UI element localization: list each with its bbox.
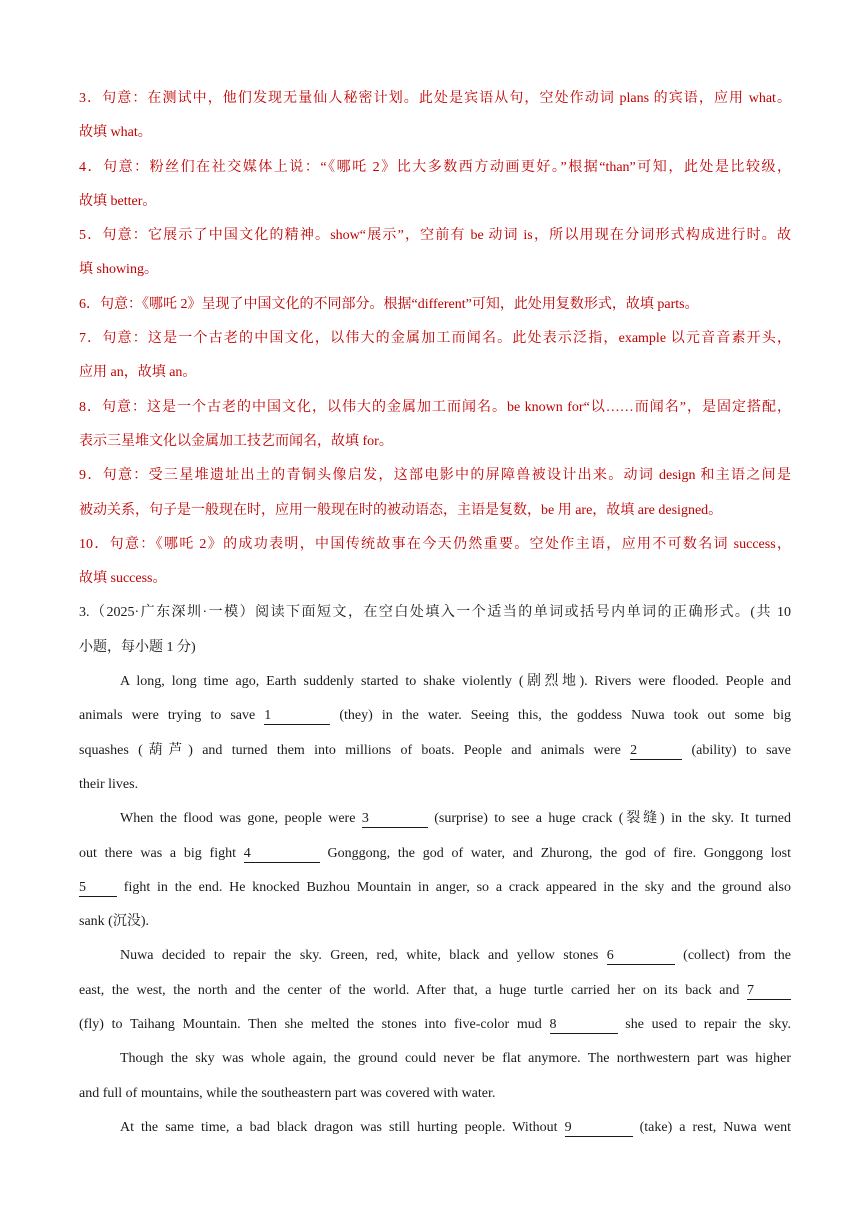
- p2-line-1: [79, 802, 791, 836]
- p3-line-1: [79, 939, 791, 973]
- answer-6-line-1: 6．句意：《哪吒 2》呈现了中国文化的不同部分。根据“different”可知，此处用复数形式，故填 parts。: [79, 296, 699, 312]
- p2-text: Gonggong, the god of water, and Zhurong, the god of fire. Gonggong lost: [319, 845, 791, 861]
- p4-line-2: and full of mountains, while the southeastern part was covered with water.: [79, 1085, 496, 1101]
- p2-line-3: [79, 871, 791, 905]
- p3-text: (collect) from the: [674, 948, 791, 964]
- blank-8[interactable]: 8: [550, 1017, 618, 1034]
- p2-line-2: [79, 837, 791, 871]
- p1-text: (they) in the water. Seeing this, the goddess Nuwa took out some big: [330, 708, 791, 724]
- blank-5[interactable]: 5: [79, 880, 117, 897]
- blank-7[interactable]: 7: [747, 983, 791, 1000]
- p5-line-1: [79, 1111, 791, 1145]
- answer-9-line-2: 被动关系，句子是一般现在时，应用一般现在时的被动语态，主语是复数，be 用 are，故填 are designed。: [79, 502, 723, 518]
- p2-text: out there was a big fight: [79, 845, 244, 861]
- blank-9[interactable]: 9: [565, 1120, 633, 1137]
- p5-text: (take) a rest, Nuwa went: [632, 1119, 792, 1135]
- blank-2[interactable]: 2: [630, 743, 682, 760]
- p1-line-1: A long, long time ago, Earth suddenly started to shake violently (剧烈地). Rivers were flooded. People and: [120, 674, 791, 690]
- answer-7-line-1: 7．句意：这是一个古老的中国文化，以伟大的金属加工而闻名。此处表示泛指，example 以元音音素开头，: [79, 331, 791, 347]
- p3-text: Nuwa decided to repair the sky. Green, red, white, black and yellow stones: [120, 948, 607, 964]
- p1-line-3: [79, 734, 791, 768]
- p2-line-4: sank (沉没).: [79, 914, 149, 930]
- answer-explanations: [79, 82, 791, 596]
- p1-line-4: their lives.: [79, 776, 139, 792]
- p3-line-3: [79, 1008, 791, 1042]
- p2-text: When the flood was gone, people were: [120, 811, 362, 827]
- p2-text: (surprise) to see a huge crack (裂缝) in the sky. It turned: [427, 811, 791, 827]
- answer-5-line-2: 填 showing。: [79, 262, 158, 278]
- answer-4-line-2: 故填 better。: [79, 193, 157, 209]
- p3-text: (fly) to Taihang Mountain. Then she melted the stones into five-color mud: [79, 1017, 550, 1033]
- answer-5-line-1: 5．句意：它展示了中国文化的精神。show“展示”，空前有 be 动词 is，所以用现在分词形式构成进行时。故: [79, 228, 791, 244]
- answer-3-line-1: 3．句意：在测试中，他们发现无量仙人秘密计划。此处是宾语从句，空处作动词 plans 的宾语，应用 what。: [79, 91, 791, 106]
- answer-8-line-1: 8．句意：这是一个古老的中国文化，以伟大的金属加工而闻名。be known for“以……而闻名”，是固定搭配，: [79, 399, 791, 415]
- p1-text: (ability) to save: [682, 742, 791, 758]
- p3-text: east, the west, the north and the center of the world. After that, a huge turtle carried her on its back and: [79, 982, 747, 998]
- blank-6[interactable]: 6: [607, 948, 675, 965]
- blank-4[interactable]: 4: [244, 846, 320, 863]
- passage: [79, 665, 791, 1145]
- answer-8-line-2: 表示三星堆文化以金属加工技艺而闻名，故填 for。: [79, 433, 393, 449]
- p3-line-2: [79, 974, 791, 1008]
- answer-3-line-2: 故填 what。: [79, 125, 152, 141]
- answer-4-line-1: 4．句意：粉丝们在社交媒体上说：“《哪吒 2》比大多数西方动画更好。”根据“than”可知，此处是比较级，: [79, 159, 791, 175]
- p1-text: animals were trying to save: [79, 708, 265, 724]
- answer-9-line-1: 9．句意：受三星堆遗址出土的青铜头像启发，这部电影中的屏障兽被设计出来。动词 design 和主语之间是: [79, 468, 791, 484]
- answer-7-line-2: 应用 an，故填 an。: [79, 365, 197, 381]
- blank-1[interactable]: 1: [264, 708, 330, 725]
- p1-line-2: [79, 699, 791, 733]
- p3-text: she used to repair the sky.: [617, 1017, 791, 1033]
- p5-text: At the same time, a bad black dragon was still hurting people. Without: [120, 1119, 565, 1135]
- p2-text: fight in the end. He knocked Buzhou Mountain in anger, so a crack appeared in the sky and the ground also: [117, 879, 791, 895]
- p1-text: squashes (葫芦) and turned them into millions of boats. People and animals were: [79, 742, 631, 758]
- question-heading: [79, 596, 791, 665]
- document-page: [79, 82, 791, 1145]
- question-line-2: 小题，每小题 1 分): [79, 639, 196, 655]
- answer-10-line-2: 故填 success。: [79, 571, 167, 587]
- blank-3[interactable]: 3: [362, 811, 428, 828]
- answer-10-line-1: 10．句意：《哪吒 2》的成功表明，中国传统故事在今天仍然重要。空处作主语，应用不可数名词 success，: [79, 536, 791, 552]
- p4-line-1: Though the sky was whole again, the ground could never be flat anymore. The northwestern part was higher: [120, 1051, 791, 1067]
- question-line-1: 3.（2025·广东深圳·一模）阅读下面短文，在空白处填入一个适当的单词或括号内单词的正确形式。(共 10: [79, 605, 791, 621]
